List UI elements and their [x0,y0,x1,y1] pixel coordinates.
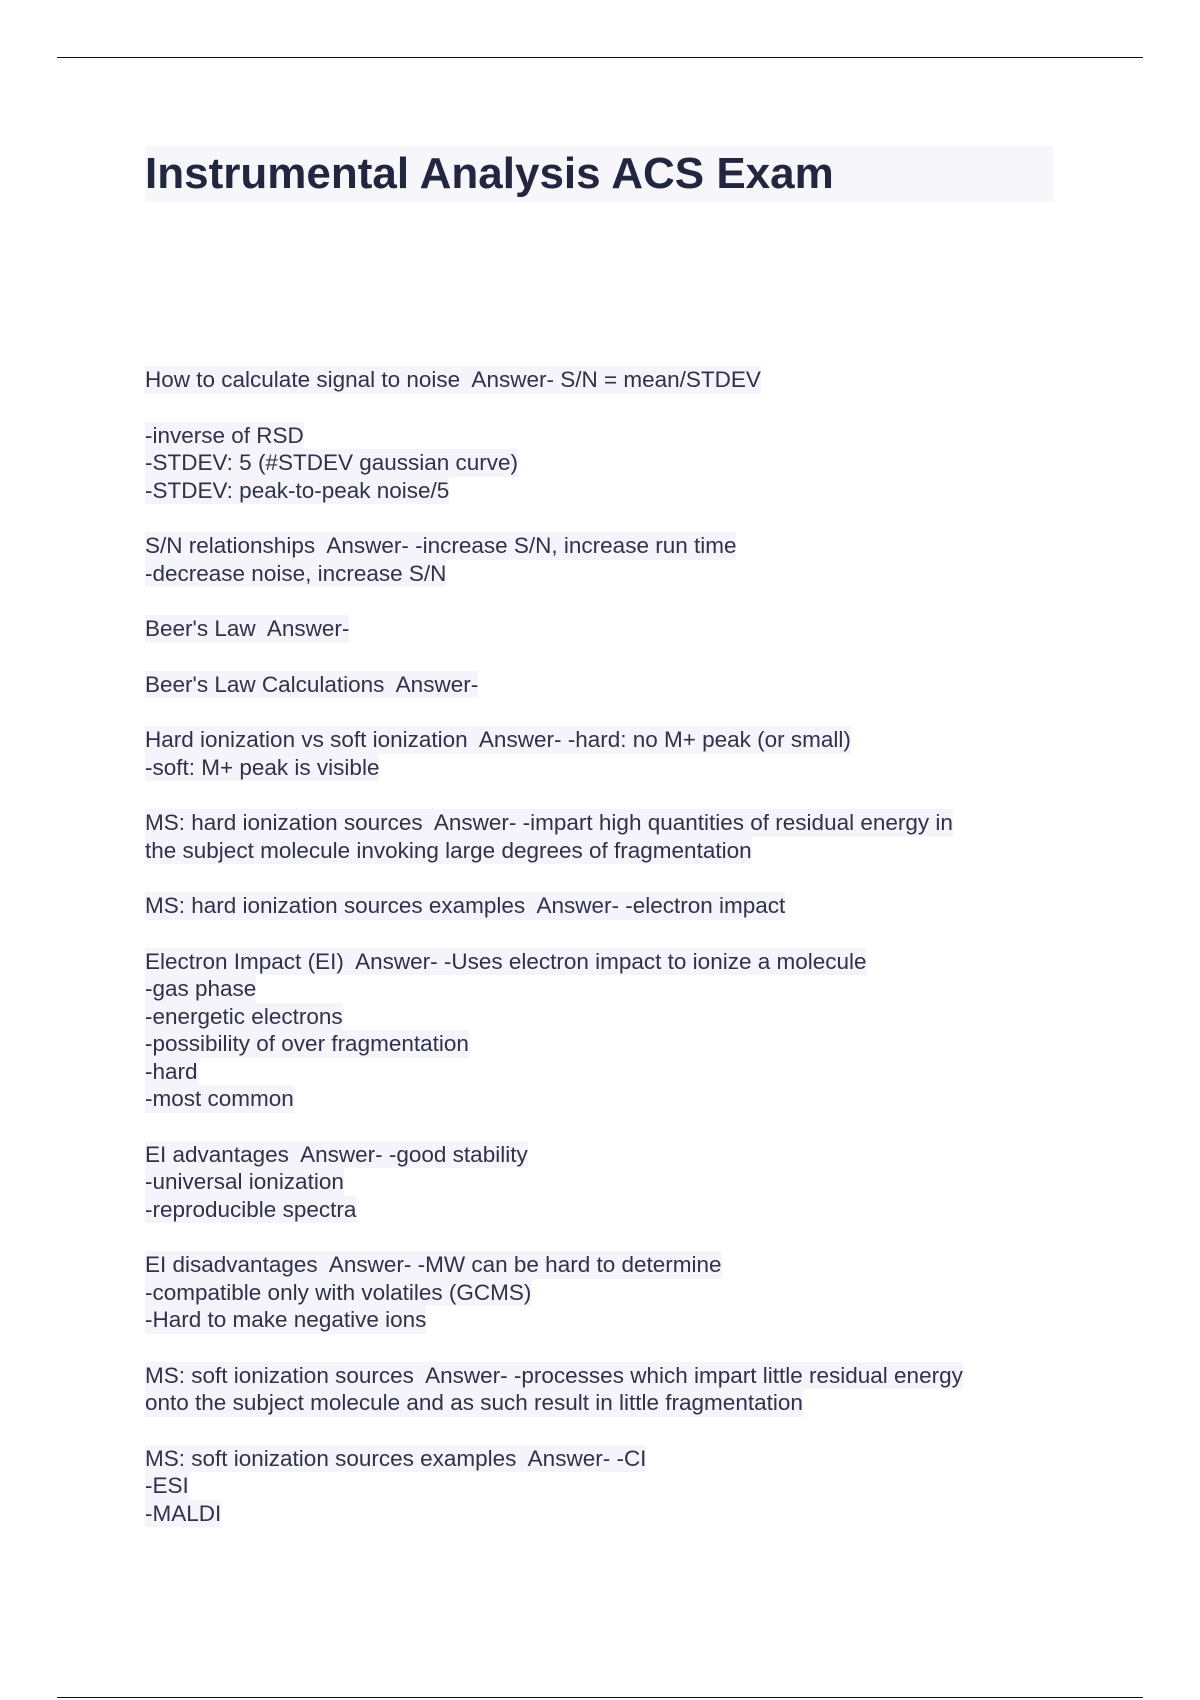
qa-line: -soft: M+ peak is visible [145,754,380,780]
qa-list [145,366,1045,1555]
qa-entry [145,809,1045,864]
qa-entry [145,892,1045,920]
qa-line: -possibility of over fragmentation [145,1031,469,1056]
qa-line: MS: hard ionization sources examples Answer- -electron impact [145,893,786,918]
qa-line: -gas phase [145,976,257,1001]
qa-line: -energetic electrons [145,1003,343,1029]
qa-line: the subject molecule invoking large degrees of fragmentation [145,837,752,863]
qa-line: MS: soft ionization sources examples Answer- -CI [145,1445,647,1471]
qa-line: MS: soft ionization sources Answer- -processes which impart little residual energy [145,1362,963,1388]
qa-line: EI disadvantages Answer- -MW can be hard to determine [145,1252,722,1277]
qa-line: Hard ionization vs soft ionization Answer- -hard: no M+ peak (or small) [145,727,851,752]
qa-entry [145,1251,1045,1334]
qa-entry [145,615,1045,643]
qa-entry [145,948,1045,1113]
qa-line: -decrease noise, increase S/N [145,560,447,586]
qa-line: -universal ionization [145,1169,344,1194]
qa-entry [145,532,1045,587]
qa-line: Electron Impact (EI) Answer- -Uses electron impact to ionize a molecule [145,948,867,974]
qa-line: -STDEV: peak-to-peak noise/5 [145,477,450,503]
qa-entry [145,1362,1045,1417]
qa-entry [145,366,1045,394]
qa-line: -inverse of RSD [145,422,304,448]
qa-line: -hard [145,1058,198,1084]
qa-line: onto the subject molecule and as such result in little fragmentation [145,1390,803,1415]
qa-line: Beer's Law Answer- [145,616,350,641]
qa-line: -Hard to make negative ions [145,1307,427,1332]
qa-line: MS: hard ionization sources Answer- -impart high quantities of residual energy in [145,810,953,835]
qa-line: -reproducible spectra [145,1196,357,1222]
qa-line: How to calculate signal to noise Answer- S/N = mean/STDEV [145,367,761,392]
qa-line: -most common [145,1086,294,1111]
qa-line: -MALDI [145,1500,222,1526]
qa-entry [145,726,1045,781]
qa-line: -compatible only with volatiles (GCMS) [145,1279,532,1305]
qa-line: -ESI [145,1473,189,1498]
qa-line: -STDEV: 5 (#STDEV gaussian curve) [145,450,519,475]
qa-line: Beer's Law Calculations Answer- [145,671,479,697]
qa-line: EI advantages Answer- -good stability [145,1141,528,1167]
qa-entry [145,1445,1045,1528]
qa-entry [145,1141,1045,1224]
qa-entry [145,671,1045,699]
qa-entry [145,422,1045,505]
page-title: Instrumental Analysis ACS Exam [145,149,834,198]
top-divider [57,57,1143,58]
qa-line: S/N relationships Answer- -increase S/N, increase run time [145,533,737,558]
bottom-divider [57,1697,1143,1698]
title-banner [145,146,1053,202]
